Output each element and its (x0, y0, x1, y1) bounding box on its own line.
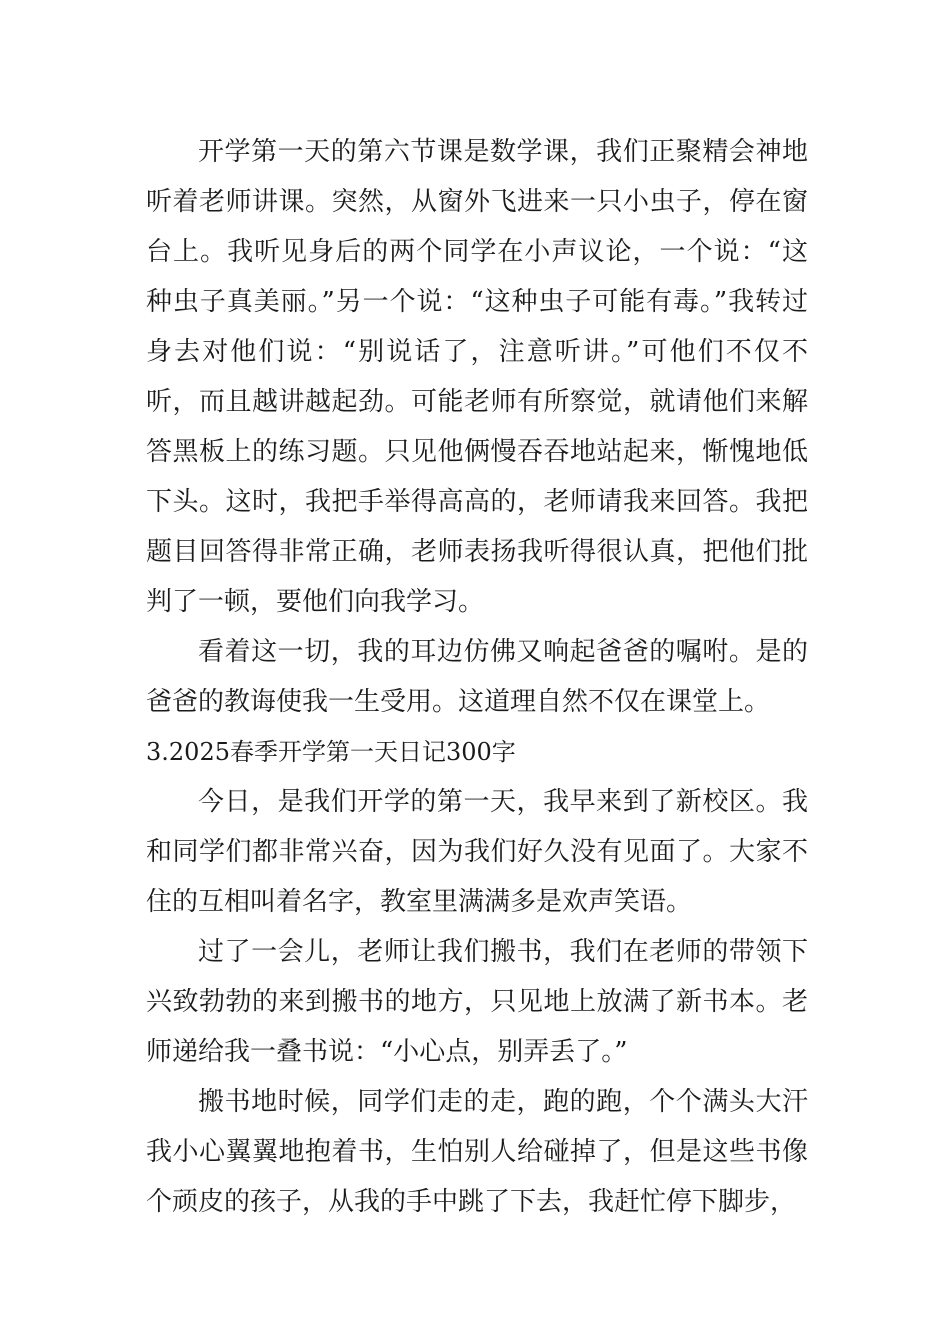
section-heading: 3.2025春季开学第一天日记300字 (146, 738, 516, 766)
paragraph-carrying-books: 搬书地时候，同学们走的走，跑的跑，个个满头大汗我小心翼翼地抱着书，生怕别人给碰掉了，但是这些书像个顽皮的孩子，从我的手中跳了下去，我赶忙停下脚步， (146, 1087, 808, 1217)
paragraph-math-class: 开学第一天的第六节课是数学课，我们正聚精会神地听着老师讲课。突然，从窗外飞进来一只小虫子，停在窗台上。我听见身后的两个同学在小声议论，一个说：“这种虫子真美丽。”另一个说：“这种虫子可能有毒。”我转过身去对他们说：“别说话了，注意听讲。”可他们不仅不听，而且越讲越起劲。可能老师有所察觉，就请他们来解答黑板上的练习题。只见他俩慢吞吞地站起来，惭愧地低下头。这时，我把手举得高高的，老师请我来回答。我把题目回答得非常正确，老师表扬我听得很认真，把他们批判了一顿，要他们向我学习。 (146, 137, 808, 617)
paragraph-father-advice: 看着这一切，我的耳边仿佛又响起爸爸的嘱咐。是的爸爸的教诲使我一生受用。这道理自然不仅在课堂上。 (146, 637, 808, 717)
paragraph-first-day: 今日，是我们开学的第一天，我早来到了新校区。我和同学们都非常兴奋，因为我们好久没有见面了。大家不住的互相叫着名字，教室里满满多是欢声笑语。 (146, 787, 808, 917)
paragraph-moving-books: 过了一会儿，老师让我们搬书，我们在老师的带领下兴致勃勃的来到搬书的地方，只见地上放满了新书本。老师递给我一叠书说：“小心点，别弄丢了。” (146, 937, 808, 1067)
document-body (146, 127, 808, 1227)
